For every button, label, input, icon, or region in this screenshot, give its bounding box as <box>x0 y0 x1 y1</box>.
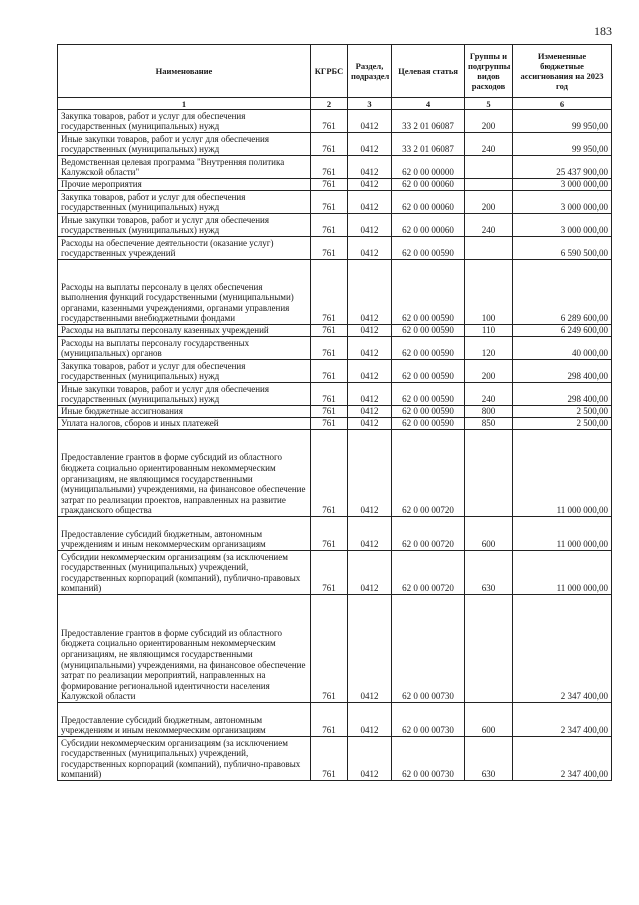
row-group-cell: 120 <box>465 337 513 360</box>
row-target-cell: 62 0 00 00720 <box>392 517 465 551</box>
row-target-cell: 62 0 00 00590 <box>392 337 465 360</box>
row-amount-cell: 25 437 900,00 <box>513 156 612 179</box>
table-row <box>58 418 612 430</box>
row-amount-cell: 6 249 600,00 <box>513 325 612 337</box>
row-section-cell: 0412 <box>348 430 392 517</box>
row-target-cell: 62 0 00 00590 <box>392 325 465 337</box>
page-number: 183 <box>594 24 612 38</box>
row-group-cell: 100 <box>465 260 513 325</box>
row-name-cell: Уплата налогов, сборов и иных платежей <box>58 418 311 430</box>
table-row <box>58 406 612 418</box>
row-name-cell: Иные закупки товаров, работ и услуг для обеспечения государственных (муниципальных) нужд <box>58 133 311 156</box>
row-section-cell: 0412 <box>348 551 392 595</box>
row-group-cell: 600 <box>465 703 513 737</box>
row-amount-cell: 2 347 400,00 <box>513 737 612 781</box>
column-number-row <box>58 98 612 110</box>
row-section-cell: 0412 <box>348 360 392 383</box>
row-amount-cell: 3 000 000,00 <box>513 179 612 191</box>
header-target: Целевая статья <box>392 45 465 98</box>
table-row <box>58 191 612 214</box>
column-number: 5 <box>465 98 513 110</box>
row-amount-cell: 2 347 400,00 <box>513 595 612 703</box>
row-target-cell: 33 2 01 06087 <box>392 133 465 156</box>
row-section-cell: 0412 <box>348 133 392 156</box>
row-amount-cell: 6 590 500,00 <box>513 237 612 260</box>
row-section-cell: 0412 <box>348 595 392 703</box>
row-group-cell <box>465 179 513 191</box>
row-target-cell: 62 0 00 00730 <box>392 703 465 737</box>
row-target-cell: 62 0 00 00590 <box>392 260 465 325</box>
table-row <box>58 595 612 703</box>
row-section-cell: 0412 <box>348 214 392 237</box>
row-kgrbs-cell: 761 <box>311 430 348 517</box>
row-group-cell: 850 <box>465 418 513 430</box>
row-kgrbs-cell: 761 <box>311 383 348 406</box>
row-group-cell: 240 <box>465 383 513 406</box>
row-target-cell: 62 0 00 00590 <box>392 383 465 406</box>
row-amount-cell: 2 500,00 <box>513 406 612 418</box>
header-groups: Группы и подгруппы видов расходов <box>465 45 513 98</box>
table-row <box>58 325 612 337</box>
row-amount-cell: 2 347 400,00 <box>513 703 612 737</box>
column-number: 6 <box>513 98 612 110</box>
row-kgrbs-cell: 761 <box>311 133 348 156</box>
row-target-cell: 62 0 00 00000 <box>392 156 465 179</box>
row-section-cell: 0412 <box>348 260 392 325</box>
row-amount-cell: 99 950,00 <box>513 110 612 133</box>
row-group-cell <box>465 430 513 517</box>
row-amount-cell: 3 000 000,00 <box>513 191 612 214</box>
row-group-cell: 110 <box>465 325 513 337</box>
row-kgrbs-cell: 761 <box>311 260 348 325</box>
row-kgrbs-cell: 761 <box>311 237 348 260</box>
budget-table <box>57 44 612 781</box>
row-target-cell: 62 0 00 00730 <box>392 737 465 781</box>
row-target-cell: 62 0 00 00720 <box>392 430 465 517</box>
row-kgrbs-cell: 761 <box>311 325 348 337</box>
row-group-cell: 800 <box>465 406 513 418</box>
row-name-cell: Предоставление субсидий бюджетным, автономным учреждениям и иным некоммерческим организациям <box>58 517 311 551</box>
row-group-cell <box>465 156 513 179</box>
row-target-cell: 62 0 00 00060 <box>392 179 465 191</box>
table-row <box>58 214 612 237</box>
table-row <box>58 110 612 133</box>
row-kgrbs-cell: 761 <box>311 551 348 595</box>
row-name-cell: Закупка товаров, работ и услуг для обеспечения государственных (муниципальных) нужд <box>58 110 311 133</box>
row-target-cell: 62 0 00 00730 <box>392 595 465 703</box>
table-row <box>58 237 612 260</box>
row-name-cell: Субсидии некоммерческим организациям (за исключением государственных (муниципальных) учреждений, государственных корпораций (компаний), публично-правовых компаний) <box>58 551 311 595</box>
row-target-cell: 62 0 00 00590 <box>392 237 465 260</box>
table-row <box>58 430 612 517</box>
row-name-cell: Ведомственная целевая программа "Внутренняя политика Калужской области" <box>58 156 311 179</box>
table-row <box>58 703 612 737</box>
row-section-cell: 0412 <box>348 156 392 179</box>
row-name-cell: Закупка товаров, работ и услуг для обеспечения государственных (муниципальных) нужд <box>58 360 311 383</box>
row-name-cell: Предоставление грантов в форме субсидий из областного бюджета социально ориентированным некоммерческим организациям, не являющимся государственными (муниципальными) учреждениями, на финансовое обеспечение затрат по реализации проектов, направленных на развитие гражданского общества <box>58 430 311 517</box>
column-number: 3 <box>348 98 392 110</box>
row-target-cell: 62 0 00 00590 <box>392 406 465 418</box>
row-target-cell: 62 0 00 00060 <box>392 214 465 237</box>
row-section-cell: 0412 <box>348 110 392 133</box>
row-group-cell <box>465 237 513 260</box>
row-section-cell: 0412 <box>348 703 392 737</box>
table-row <box>58 517 612 551</box>
row-amount-cell: 11 000 000,00 <box>513 551 612 595</box>
row-group-cell: 630 <box>465 737 513 781</box>
row-name-cell: Иные закупки товаров, работ и услуг для обеспечения государственных (муниципальных) нужд <box>58 383 311 406</box>
row-group-cell: 240 <box>465 133 513 156</box>
row-name-cell: Иные закупки товаров, работ и услуг для обеспечения государственных (муниципальных) нужд <box>58 214 311 237</box>
row-target-cell: 33 2 01 06087 <box>392 110 465 133</box>
row-amount-cell: 11 000 000,00 <box>513 517 612 551</box>
row-amount-cell: 3 000 000,00 <box>513 214 612 237</box>
row-section-cell: 0412 <box>348 406 392 418</box>
column-number: 1 <box>58 98 311 110</box>
row-section-cell: 0412 <box>348 418 392 430</box>
row-group-cell <box>465 595 513 703</box>
row-section-cell: 0412 <box>348 337 392 360</box>
table-body <box>58 110 612 781</box>
row-name-cell: Расходы на обеспечение деятельности (оказание услуг) государственных учреждений <box>58 237 311 260</box>
header-amount: Измененные бюджетные ассигнования на 2023 год <box>513 45 612 98</box>
row-amount-cell: 11 000 000,00 <box>513 430 612 517</box>
row-group-cell: 200 <box>465 360 513 383</box>
column-number: 2 <box>311 98 348 110</box>
table-row <box>58 360 612 383</box>
row-group-cell: 200 <box>465 191 513 214</box>
header-name: Наименование <box>58 45 311 98</box>
row-kgrbs-cell: 761 <box>311 737 348 781</box>
row-group-cell: 200 <box>465 110 513 133</box>
table-row <box>58 179 612 191</box>
row-kgrbs-cell: 761 <box>311 703 348 737</box>
row-target-cell: 62 0 00 00590 <box>392 360 465 383</box>
row-section-cell: 0412 <box>348 383 392 406</box>
table-row <box>58 737 612 781</box>
column-number: 4 <box>392 98 465 110</box>
header-section: Раздел, подраздел <box>348 45 392 98</box>
row-amount-cell: 298 400,00 <box>513 360 612 383</box>
table-row <box>58 383 612 406</box>
row-section-cell: 0412 <box>348 191 392 214</box>
row-kgrbs-cell: 761 <box>311 418 348 430</box>
row-kgrbs-cell: 761 <box>311 360 348 383</box>
row-amount-cell: 40 000,00 <box>513 337 612 360</box>
row-name-cell: Расходы на выплаты персоналу в целях обеспечения выполнения функций государственными (муниципальными) органами, казенными учреждениями, органами управления государственными внебюджетными фондами <box>58 260 311 325</box>
row-name-cell: Закупка товаров, работ и услуг для обеспечения государственных (муниципальных) нужд <box>58 191 311 214</box>
row-group-cell: 630 <box>465 551 513 595</box>
row-amount-cell: 298 400,00 <box>513 383 612 406</box>
row-kgrbs-cell: 761 <box>311 179 348 191</box>
row-kgrbs-cell: 761 <box>311 110 348 133</box>
row-section-cell: 0412 <box>348 237 392 260</box>
row-target-cell: 62 0 00 00590 <box>392 418 465 430</box>
row-target-cell: 62 0 00 00720 <box>392 551 465 595</box>
row-name-cell: Субсидии некоммерческим организациям (за исключением государственных (муниципальных) учреждений, государственных корпораций (компаний), публично-правовых компаний) <box>58 737 311 781</box>
row-amount-cell: 2 500,00 <box>513 418 612 430</box>
row-name-cell: Расходы на выплаты персоналу государственных (муниципальных) органов <box>58 337 311 360</box>
row-kgrbs-cell: 761 <box>311 191 348 214</box>
row-section-cell: 0412 <box>348 325 392 337</box>
row-name-cell: Прочие мероприятия <box>58 179 311 191</box>
row-name-cell: Иные бюджетные ассигнования <box>58 406 311 418</box>
row-kgrbs-cell: 761 <box>311 517 348 551</box>
row-name-cell: Предоставление субсидий бюджетным, автономным учреждениям и иным некоммерческим организациям <box>58 703 311 737</box>
row-target-cell: 62 0 00 00060 <box>392 191 465 214</box>
table-row <box>58 156 612 179</box>
row-section-cell: 0412 <box>348 179 392 191</box>
row-amount-cell: 6 289 600,00 <box>513 260 612 325</box>
row-group-cell: 240 <box>465 214 513 237</box>
table-row <box>58 337 612 360</box>
row-section-cell: 0412 <box>348 737 392 781</box>
row-kgrbs-cell: 761 <box>311 214 348 237</box>
table-row <box>58 260 612 325</box>
row-kgrbs-cell: 761 <box>311 156 348 179</box>
row-kgrbs-cell: 761 <box>311 406 348 418</box>
header-kgrbs: КГРБС <box>311 45 348 98</box>
table-header <box>58 45 612 110</box>
row-amount-cell: 99 950,00 <box>513 133 612 156</box>
table-row <box>58 551 612 595</box>
row-name-cell: Расходы на выплаты персоналу казенных учреждений <box>58 325 311 337</box>
row-name-cell: Предоставление грантов в форме субсидий из областного бюджета социально ориентированным некоммерческим организациям, не являющимся государственными (муниципальными) учреждениями, на финансовое обеспечение затрат по реализации мероприятий, направленных на формирование региональной идентичности населения Калужской области <box>58 595 311 703</box>
row-kgrbs-cell: 761 <box>311 337 348 360</box>
row-kgrbs-cell: 761 <box>311 595 348 703</box>
table-row <box>58 133 612 156</box>
row-group-cell: 600 <box>465 517 513 551</box>
row-section-cell: 0412 <box>348 517 392 551</box>
